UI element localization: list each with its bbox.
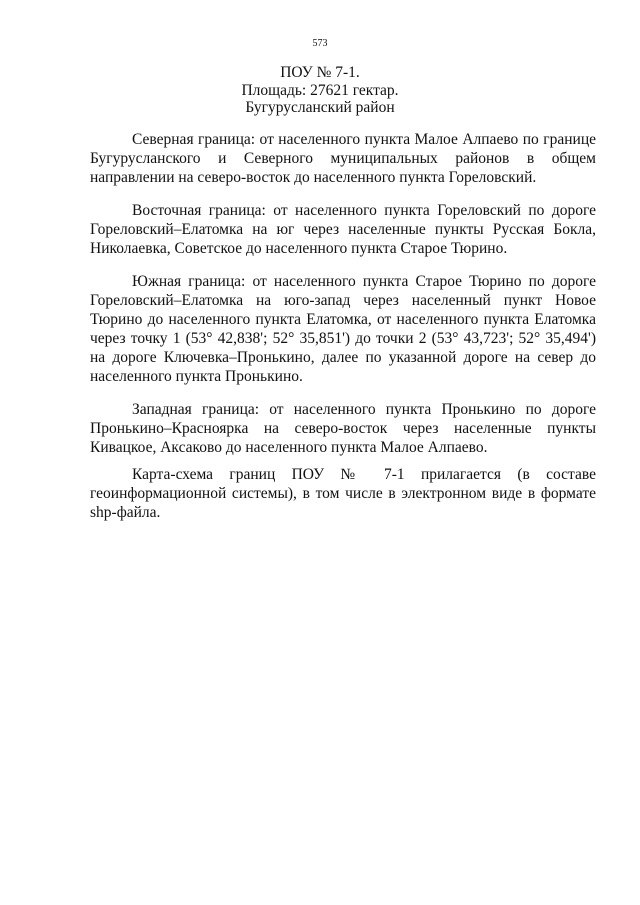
document-body <box>90 130 596 536</box>
paragraph-western-border: Западная граница: от населенного пункта Пронькино по дороге Пронькино–Красноярка на северо-восток через населенные пункты Кивацкое, Аксаково до населенного пункта Малое Алпаево. <box>90 401 596 456</box>
area-line: Площадь: 27621 гектар. <box>241 81 399 99</box>
document-header <box>0 64 640 117</box>
paragraph-map-scheme: Карта-схема границ ПОУ № 7-1 прилагается (в составе геоинформационной системы), в том числе в электронном виде в формате shp-файла. <box>90 466 596 521</box>
paragraph-northern-border: Северная граница: от населенного пункта Малое Алпаево по границе Бугурусланского и Северного муниципальных районов в общем направлении на северо-восток до населенного пункта Гореловский. <box>90 131 596 186</box>
district-line: Бугурусланский район <box>245 99 395 116</box>
document-title: ПОУ № 7-1. <box>280 64 360 81</box>
page-number: 573 <box>312 38 328 49</box>
paragraph-southern-border: Южная граница: от населенного пункта Старое Тюрино по дороге Гореловский–Елатомка на юго-запад через населенный пункт Новое Тюрино до населенного пункта Елатомка, от населенного пункта Елатомка через точку 1 (53° 42,838'; 52° 35,851') до точки 2 (53° 43,723'; 52° 35,494') на дороге Ключевка–Пронькино, далее по указанной дороге на север до населенного пункта Пронькино. <box>90 273 596 385</box>
paragraph-eastern-border: Восточная граница: от населенного пункта Гореловский по дороге Гореловский–Елатомка на юг через населенные пункты Русская Бокла, Николаевка, Советское до населенного пункта Старое Тюрино. <box>90 202 596 257</box>
